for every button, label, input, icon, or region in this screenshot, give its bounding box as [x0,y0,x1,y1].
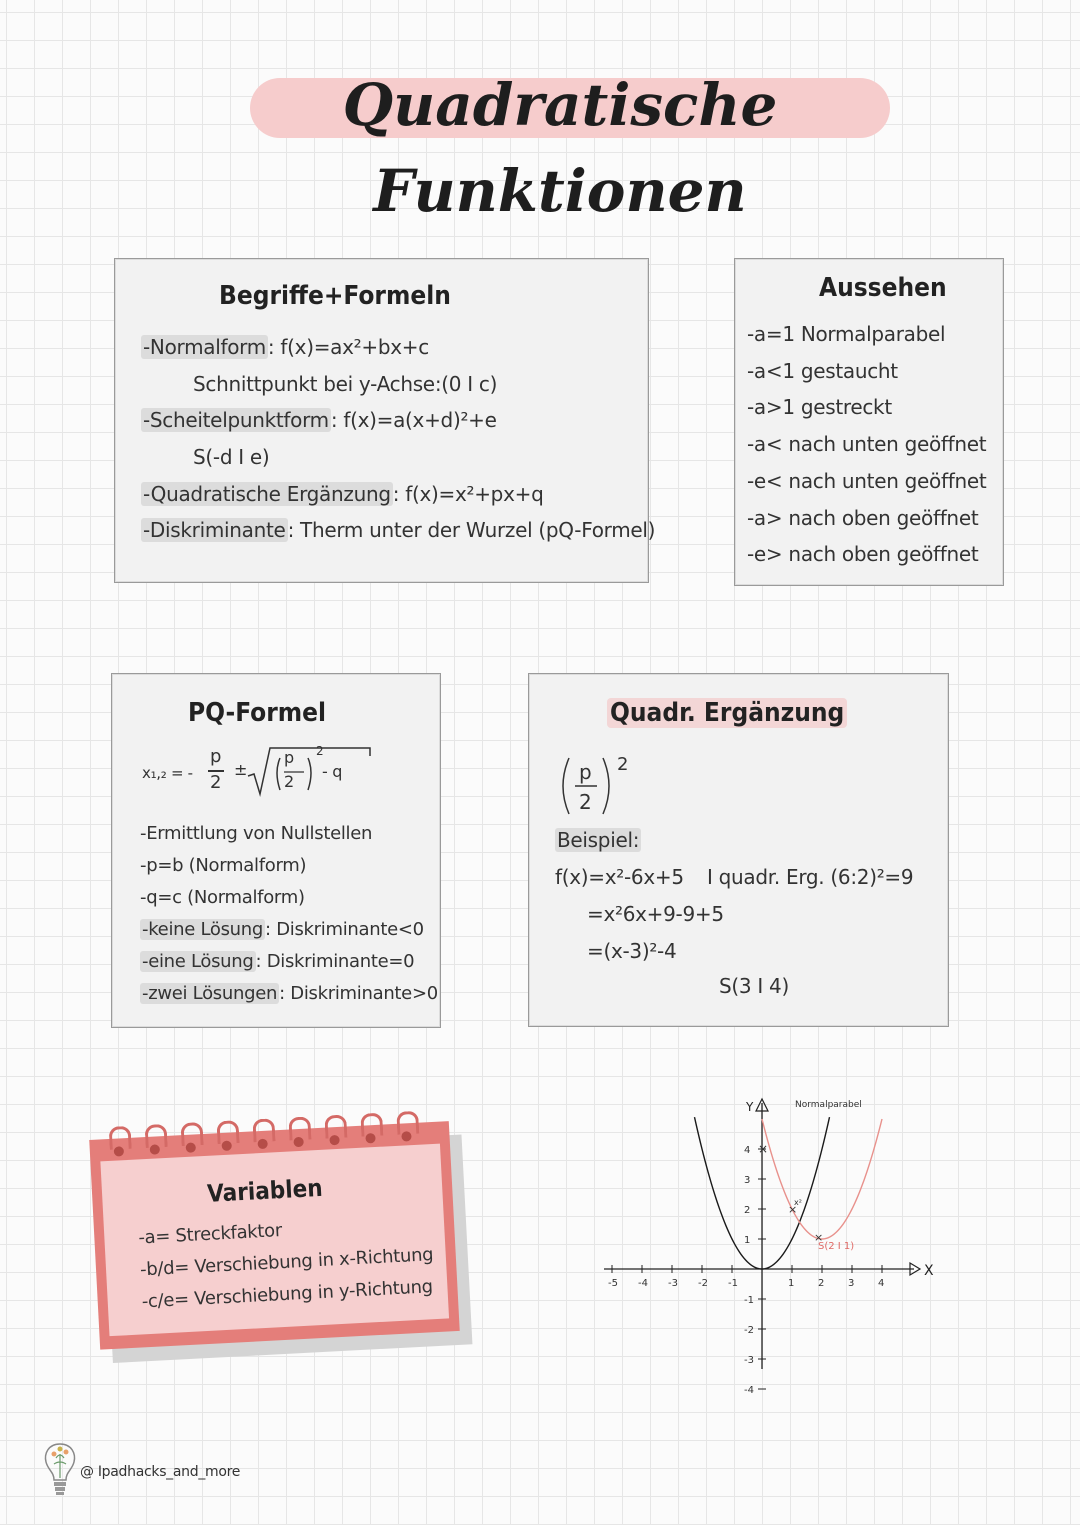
aussehen-box [734,258,1004,586]
pq-box [111,673,441,1028]
pq-keine [140,919,424,940]
pq-frac-2: 2 [210,772,222,793]
x-tick-label: -4 [638,1278,648,1289]
quadr-line1: f(x)=x²-6x+5 [555,865,684,889]
y-tick-label: 2 [744,1205,751,1216]
aussehen-item: -a<1 gestaucht [747,359,898,383]
pq-zwei-label: -zwei Lösungen [142,983,278,1004]
begriffe-box [114,258,656,583]
aussehen-item: -a>1 gestreckt [747,395,892,419]
quadr-erg-line [141,482,543,506]
beispiel-label [555,828,641,852]
vertex-label: S(2 I 1) [818,1241,855,1252]
parabola-graph [590,1095,950,1425]
normalform-note: Schnittpunkt bei y-Achse:(0 I c) [193,372,498,396]
x-tick-label: 1 [788,1278,795,1289]
shifted-parabola-curve [762,1119,882,1239]
normalform-line [141,335,429,359]
pq-minus-q: - q [322,762,343,781]
y-tick-label: -4 [744,1385,754,1396]
x-tick-label: -2 [698,1278,708,1289]
aussehen-item: -e< nach unten geöffnet [747,469,987,493]
quadr-box [528,673,949,1027]
scheitel-formula: : f(x)=a(x+d)²+e [330,408,497,432]
diskriminante-label: -Diskriminante [143,518,286,542]
intersect-mark: × [758,1142,769,1156]
scheitel-note: S(-d I e) [193,445,270,469]
quadr-frac-exp: 2 [617,754,629,775]
x-tick-label: 3 [848,1278,855,1289]
quadr-line3: =(x-3)²-4 [587,939,677,963]
pq-item: -p=b (Normalform) [140,855,307,876]
aussehen-item: -e> nach oben geöffnet [747,542,979,566]
aussehen-item: -a> nach oben geöffnet [747,506,979,530]
quadr-frac-p: p [579,760,592,784]
normalform-label: -Normalform [143,335,266,359]
y-tick-label: -1 [744,1295,754,1306]
normalparabel-label: Normalparabel [795,1100,862,1110]
footer-handle: @ Ipadhacks_and_more [80,1464,241,1480]
pq-eine [140,951,414,972]
pq-pm: ± [234,760,248,779]
normalform-formula: : f(x)=ax²+bx+c [267,335,429,359]
pq-zwei-text: : Diskriminante>0 [279,983,438,1004]
quadr-title-text: Quadr. Ergänzung [607,698,847,728]
sqrt-sign [246,744,372,798]
diskriminante-text: : Therm unter der Wurzel (pQ-Formel) [287,518,656,542]
x-axis-label: X [924,1263,934,1279]
x-tick-label: -5 [608,1278,618,1289]
pq-zwei [140,983,438,1004]
footer [40,1440,300,1504]
pq-item: -q=c (Normalform) [140,887,305,908]
pq-frac-p: p [210,746,222,767]
scheitel-label: -Scheitelpunktform [143,408,329,432]
pq-item: -Ermittlung von Nullstellen [140,823,373,844]
scheitel-line [141,408,497,432]
title-text: Quadratische Funktionen [342,71,778,225]
quadr-erg-formula: : f(x)=x²+px+q [392,482,544,506]
pq-eine-text: : Diskriminante=0 [255,951,415,972]
quadr-title [607,698,847,728]
diskriminante-line [141,518,655,542]
graph-labels [608,1100,934,1396]
pq-formula [142,744,372,804]
aussehen-item: -a=1 Normalparabel [747,322,946,346]
variablen-item: -b/d= Verschiebung in x-Richtung [139,1244,434,1281]
quadr-vertex: S(3 I 4) [719,974,789,998]
pq-keine-text: : Diskriminante<0 [265,919,424,940]
variablen-notepad [89,1120,476,1369]
quadr-fraction [557,752,637,822]
vertex-mark: × [814,1231,824,1244]
pq-title: PQ-Formel [188,698,327,728]
pq-inner-2: 2 [284,772,294,791]
y-axis-label: Y [746,1100,754,1114]
variablen-item: -a= Streckfaktor [137,1220,283,1249]
pq-lhs: x₁,₂ = - [142,764,193,782]
y-tick-label: 3 [744,1175,751,1186]
point-mark: × [788,1203,798,1216]
y-tick-label: 1 [744,1235,751,1246]
quadr-line1-note: I quadr. Erg. (6:2)²=9 [707,865,914,889]
page-title [230,62,890,225]
pq-eine-label: -eine Lösung [142,951,254,972]
variablen-title: Variablen [206,1173,324,1208]
pq-inner-p: p [284,748,294,767]
quadr-frac-2: 2 [579,790,592,814]
y-tick-label: 4 [744,1145,751,1156]
x-tick-label: 2 [818,1278,825,1289]
pq-exp: 2 [316,744,324,758]
y-tick-label: -3 [744,1355,754,1366]
pq-keine-label: -keine Lösung [142,919,264,940]
quadr-line2: =x²6x+9-9+5 [587,902,724,926]
quadr-erg-label: -Quadratische Ergänzung [143,482,391,506]
x-tick-label: -1 [728,1278,738,1289]
lightbulb-icon [40,1440,80,1504]
x-tick-label: 4 [878,1278,885,1289]
begriffe-title: Begriffe+Formeln [219,281,451,311]
aussehen-item: -a< nach unten geöffnet [747,432,987,456]
aussehen-title: Aussehen [819,273,947,303]
y-tick-label: -2 [744,1325,754,1336]
x-tick-label: -3 [668,1278,678,1289]
variablen-item: -c/e= Verschiebung in y-Richtung [141,1276,434,1313]
x-squared-label: x² [794,1198,802,1207]
beispiel-text: Beispiel: [557,828,640,852]
